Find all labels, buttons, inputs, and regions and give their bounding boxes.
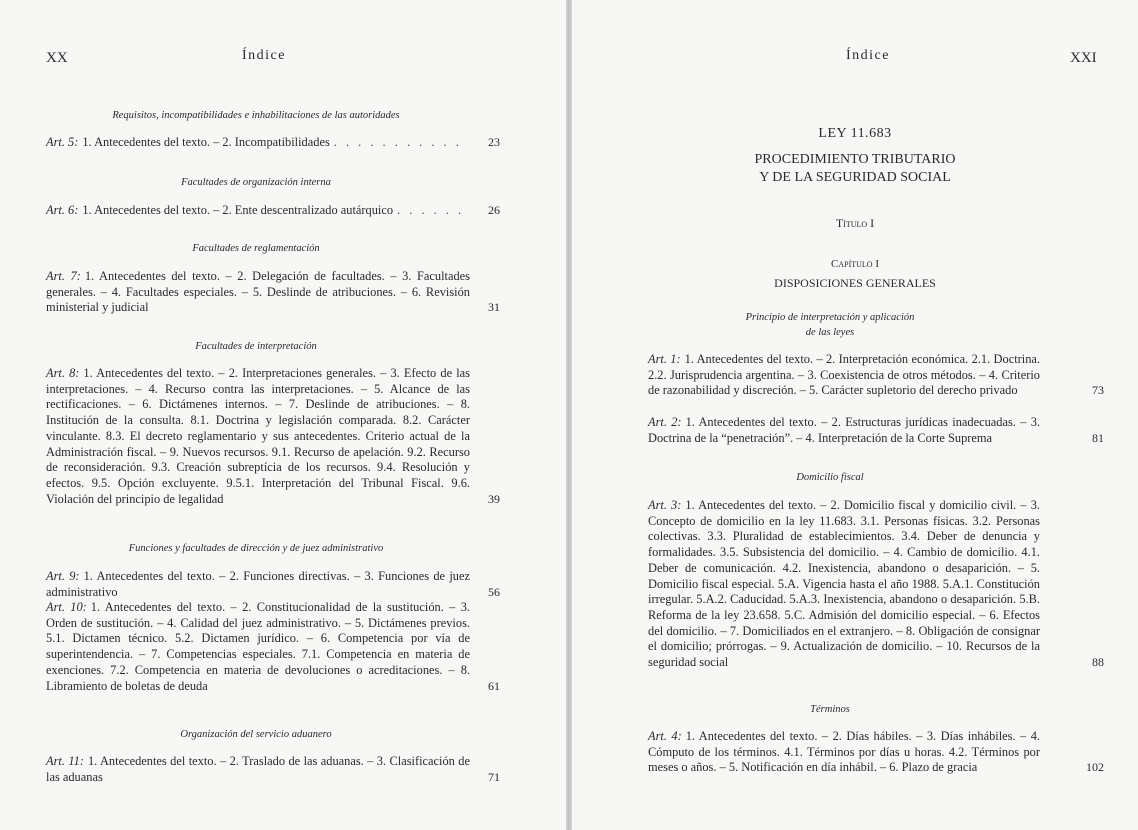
entry-text: 1. Antecedentes del texto. – 2. Interpretaciones generales. – 3. Efecto de las interpretaciones. – 4. Recurso contra las interpretaciones. – 5. Alcance de las rectificaciones. – 6. Dictámenes internos. – 7. Deslinde de atribuciones. – 8. Institución de la consulta. 8.1. Doctrina y legislación comparada. 8.2. Carácter vinculante. 8.3. El decreto reglamentario y sus antecedentes. Criterio actual de la Administración fiscal. – 9. Nuevos recursos. 9.1. Recurso de apelación. 9.2. Recurso de reconsideración. 9.3. Creación subreptícia de los recursos. 9.4. Resolución y efectos. 9.5. Opción excluyente. 9.5.1. Interpretación del Tribunal Fiscal. 9.6. Violación del principio de legalidad [46,366,470,506]
law-number: LEY 11.683 [818,126,892,141]
entry-text: 1. Antecedentes del texto. – 2. Incompatibilidades [82,135,330,149]
capitulo-label: Capítulo I [831,258,879,270]
page-folio-left: XX [46,50,68,66]
toc-entry-art-7 [46,269,500,316]
section-heading: Facultades de interpretación [195,341,317,352]
section-heading: Requisitos, incompatibilidades e inhabilitaciones de las autoridades [112,110,400,121]
entry-text: 1. Antecedentes del texto. – 2. Días hábiles. – 3. Días inhábiles. – 4. Cómputo de los términos. 4.1. Términos por días u horas. 4.2. Términos por meses o años. – 5. Notificación en día inhábil. – 6. Plazo de gracia [648,729,1040,775]
article-label: Art. 5: [46,135,79,149]
law-title-line-2: Y DE LA SEGURIDAD SOCIAL [759,170,951,185]
toc-entry-art-8 [46,366,500,507]
toc-entry-art-3 [648,498,1104,671]
page-number: 39 [488,491,500,506]
section-heading: Términos [810,704,850,715]
page-number: 26 [488,203,500,217]
titulo-label: Título I [835,216,875,230]
toc-entry-art-2 [648,415,1104,446]
page-number: 73 [1092,383,1104,398]
page-number: 61 [488,678,500,693]
article-label: Art. 8: [46,366,80,380]
toc-entry-art-9 [46,569,500,600]
entry-text: 1. Antecedentes del texto. – 2. Ente descentralizado autárquico [82,203,394,217]
page-folio-right: XXI [1070,50,1097,66]
toc-entry-art-10 [46,600,500,694]
toc-entry-art-11 [46,754,500,785]
section-heading: Facultades de organización interna [181,177,331,188]
page-number: 23 [488,135,500,149]
article-label: Art. 2: [648,415,682,429]
section-heading: Domicilio fiscal [796,472,864,483]
page-number: 88 [1092,655,1104,670]
entry-text: 1. Antecedentes del texto. – 2. Estructuras jurídicas inadecuadas. – 3. Doctrina de la “penetración”. – 4. Interpretación de la Corte Suprema [648,415,1040,445]
page-number: 56 [488,584,500,599]
entry-text: 1. Antecedentes del texto. – 2. Delegación de facultades. – 3. Facultades generales. – 4. Facultades especiales. – 5. Deslinde de atribuciones. – 6. Revisión ministerial y judicial [46,269,470,315]
article-label: Art. 11: [46,754,84,768]
toc-entry-art-5 [46,135,500,151]
page-number: 31 [488,300,500,315]
entry-text: 1. Antecedentes del texto. – 2. Constitucionalidad de la sustitución. – 3. Orden de sustitución. – 4. Calidad del juez administrativo. – 5. Dictámenes previos. 5.1. Dictamen técnico. 5.2. Dictamen jurídico. – 6. Competencia por vía de superintendencia. – 7. Competencias especiales. 7.1. Competencia en materia de exenciones. 7.2. Competencia en materia de devoluciones o acreditaciones. – 8. Libramiento de boletas de deuda [46,600,470,693]
running-header-left: Índice [242,48,286,63]
article-label: Art. 10: [46,600,87,614]
article-label: Art. 3: [648,498,682,512]
article-label: Art. 1: [648,352,681,366]
page-number: 71 [488,769,500,784]
toc-entry-art-1 [648,352,1104,399]
article-label: Art. 7: [46,269,81,283]
page-number: 102 [1086,760,1104,775]
toc-entry-art-6 [46,203,500,219]
running-header-right: Índice [846,48,890,63]
capitulo-title: DISPOSICIONES GENERALES [774,276,936,290]
section-heading-cont: de las leyes [805,327,855,338]
section-heading: Principio de interpretación y aplicación [745,312,915,323]
page-number: 81 [1092,430,1104,445]
article-label: Art. 9: [46,569,80,583]
left-page [0,0,566,830]
article-label: Art. 4: [648,729,682,743]
article-label: Art. 6: [46,203,79,217]
toc-entry-art-4 [648,729,1104,776]
right-page [572,0,1138,830]
law-title-line-1: PROCEDIMIENTO TRIBUTARIO [754,152,956,167]
section-heading: Organización del servicio aduanero [180,729,332,740]
entry-text: 1. Antecedentes del texto. – 2. Domicilio fiscal y domicilio civil. – 3. Concepto de domicilio en la ley 11.683. 3.1. Personas físicas. 3.2. Personas colectivas. 3.3. Pluralidad de establecimientos. 3.4. Deber de denuncia y formalidades. 3.5. Subsistencia del domicilio. – 4. Cambio de domicilio. 4.1. Deber de comunicación. 4.2. Inexistencia, abandono o desaparición. – 5. Domicilio fiscal especial. 5.A. Vigencia hasta el año 1988. 5.A.1. Constitución irregular. 5.A.2. Caducidad. 5.A.3. Inexistencia, abandono o desaparición. 5.B. Reforma de la ley 23.658. 5.C. Admisión del domicilio especial. – 6. Efectos del domicilio. – 7. Domiciliados en el extranjero. – 8. Obligación de consignar el domicilio; prórrogas. – 9. Actualización de domicilio. – 10. Recursos de la seguridad social [648,498,1040,670]
entry-text: 1. Antecedentes del texto. – 2. Traslado de las aduanas. – 3. Clasificación de las aduanas [46,754,470,784]
entry-text: 1. Antecedentes del texto. – 2. Funciones directivas. – 3. Funciones de juez administrativo [46,569,470,599]
section-heading: Facultades de reglamentación [192,243,320,254]
entry-text: 1. Antecedentes del texto. – 2. Interpretación económica. 2.1. Doctrina. 2.2. Jurisprudencia argentina. – 3. Coexistencia de otros métodos. – 4. Criterio de razonabilidad y discreción. – 5. Carácter supletorio del derecho privado [648,352,1040,398]
section-heading: Funciones y facultades de dirección y de juez administrativo [128,543,384,554]
